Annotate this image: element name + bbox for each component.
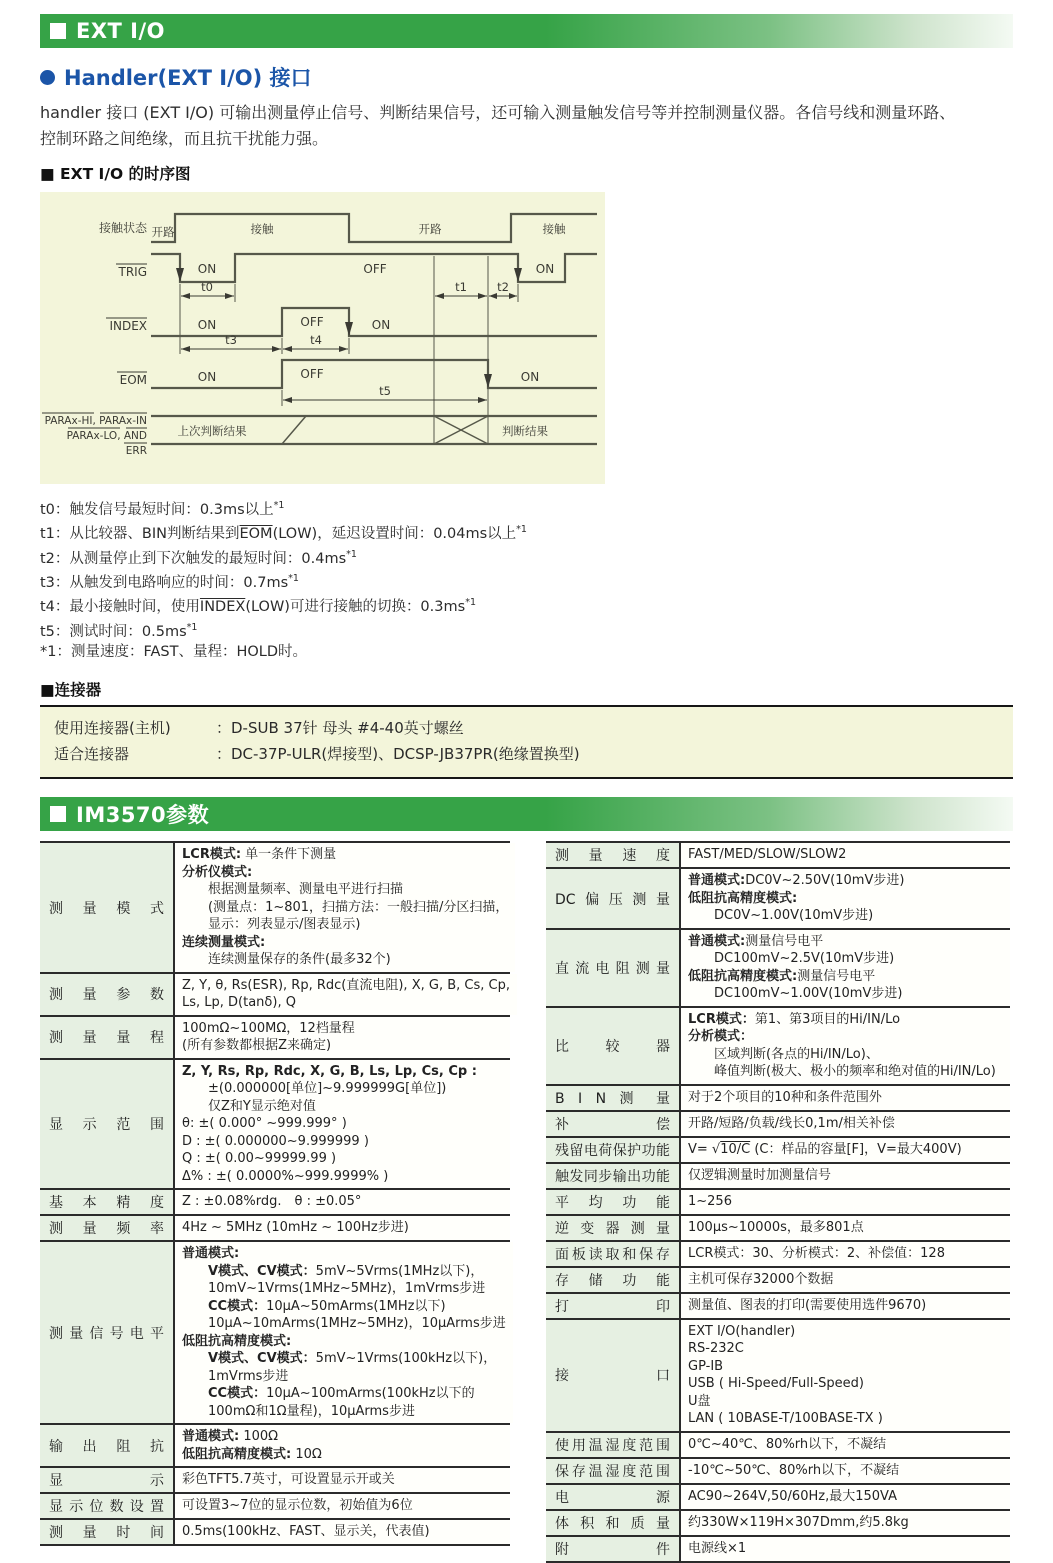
spec-label: DC偏压测量 — [555, 891, 670, 908]
contact-state-touch-2: 接触 — [542, 222, 566, 236]
bold-prefix: 低阻抗高精度模式: — [688, 890, 798, 906]
table-row — [546, 867, 1010, 928]
bold-prefix: 低阻抗高精度模式: — [182, 1446, 292, 1462]
timing-diagram-svg — [40, 192, 605, 484]
table-row — [546, 1188, 1010, 1214]
spec-value-line: 低阻抗高精度模式:测量信号电平 — [688, 968, 876, 984]
spec-value-line: LAN ( 10BASE-T/100BASE-TX ) — [688, 1411, 883, 1427]
eom-on-1: ON — [197, 370, 217, 384]
bold-prefix: LCR模式: — [182, 847, 242, 863]
spec-label-cell — [40, 1060, 173, 1189]
spec-value-line: D : ±( 0.000000~9.999999 ) — [182, 1133, 369, 1149]
spec-value-line: 约330W×119H×307Dmm,约5.8kg — [688, 1514, 909, 1530]
bold-prefix: CC模式： — [208, 1298, 267, 1314]
bold-prefix: 普通模式: — [182, 1246, 240, 1262]
spec-value-line: 连续测量保存的条件(最多32个) — [208, 952, 391, 968]
timing-notes — [40, 496, 1013, 662]
spec-label-cell — [546, 1537, 679, 1561]
index-on-1: ON — [197, 318, 217, 332]
bus-result: 判断结果 — [502, 424, 548, 438]
parax-lo-and-label: PARAx-LO, AND — [66, 430, 147, 442]
spec-value-cell — [173, 1242, 513, 1423]
spec-value-line: AC90~264V,50/60Hz,最大150VA — [688, 1488, 897, 1504]
spec-label-cell — [546, 1485, 679, 1509]
spec-value-line: 0.5ms(100kHz、FAST、显示关，代表值) — [182, 1524, 430, 1540]
spec-value-cell — [679, 1242, 1010, 1266]
spec-label: 显示范围 — [49, 1117, 164, 1134]
spec-label: 体积和质量 — [555, 1515, 670, 1532]
spec-value-cell — [173, 843, 515, 972]
t4-label: t4 — [310, 333, 322, 347]
contact-state-open-2: 开路 — [418, 222, 442, 236]
spec-value-cell — [679, 1216, 1010, 1240]
spec-value-line: 1mVrms步进 — [208, 1368, 289, 1384]
spec-value-cell — [679, 1511, 1010, 1535]
spec-value-cell — [679, 1164, 1010, 1188]
intro-paragraph — [40, 100, 1013, 152]
spec-value-cell — [173, 1494, 510, 1518]
note-line: t4：最小接触时间，使用INDEX(LOW)可进行接触的切换：$0.3ms^{*1}$ — [40, 597, 476, 616]
spec-value-line: 100mΩ~100MΩ，12档量程 — [182, 1020, 355, 1036]
section-header-im3570 — [40, 797, 1013, 831]
spec-label: 逆变器测量 — [555, 1220, 670, 1237]
spec-value-line: V模式、CV模式：5mV~1Vrms(100kHz以下)， — [208, 1351, 497, 1367]
t0-label: t0 — [201, 280, 213, 294]
spec-value-line: 仅Z和Y显示绝对值 — [208, 1098, 316, 1114]
spec-value-line: 显示：列表显示/图表显示) — [208, 917, 361, 933]
connector-label: 适合连接器 — [54, 745, 130, 764]
spec-value-line: Ls, Lp, D(tanδ), Q — [182, 995, 296, 1011]
bold-prefix: V模式、CV模式： — [208, 1351, 316, 1367]
spec-label: 接口 — [555, 1368, 670, 1385]
connector-label: 使用连接器(主机) — [54, 719, 171, 738]
spec-value-line: 10μA~10mArms(1MHz~5MHz)，10μArms步进 — [208, 1316, 506, 1332]
spec-label-cell — [546, 843, 679, 867]
note-line: t3：从触发到电路响应的时间：$0.7ms^{*1}$ — [40, 572, 299, 591]
table-row — [546, 1457, 1010, 1483]
table-row — [546, 1162, 1010, 1188]
spec-label: 显示位数设置 — [49, 1499, 164, 1516]
spec-value-line: -10℃~50℃、80%rh以下，不凝结 — [688, 1462, 900, 1478]
spec-label-cell — [546, 1268, 679, 1292]
table-row — [40, 1423, 510, 1466]
spec-value-line: 主机可保存32000个数据 — [688, 1271, 834, 1287]
spec-label: 测量量程 — [49, 1030, 164, 1047]
spec-label-cell — [546, 1112, 679, 1136]
spec-label-cell — [546, 1459, 679, 1483]
spec-value-line: LCR模式: 单一条件下测量 — [182, 847, 337, 863]
t2-label: t2 — [497, 280, 509, 294]
spec-value-line: 测量值、图表的打印(需要使用选件9670) — [688, 1297, 927, 1313]
spec-value-line: 普通模式: 100Ω — [182, 1429, 279, 1445]
spec-label: 平均功能 — [555, 1194, 670, 1211]
spec-value-cell — [173, 1017, 510, 1058]
spec-value-line: 根据测量频率、测量电平进行扫描 — [208, 882, 404, 898]
bold-prefix: V模式、CV模式： — [208, 1263, 316, 1279]
spec-value-cell — [173, 1468, 510, 1492]
spec-label-cell — [546, 1433, 679, 1457]
spec-value-line: 1~256 — [688, 1193, 732, 1209]
spec-value-line: LCR模式：第1、第3项目的Hi/IN/Lo — [688, 1011, 901, 1027]
note-line: *1：测量速度：FAST、量程：HOLD时。 — [40, 643, 308, 660]
spec-value-line: (测量点：1~801，扫描方法：一般扫描/分区扫描， — [208, 899, 509, 915]
footnote-marker: *1 — [465, 597, 476, 609]
table-row — [40, 1015, 510, 1058]
spec-label: 附件 — [555, 1541, 670, 1558]
spec-value-cell — [173, 1216, 510, 1240]
spec-value-line: 开路/短路/负载/线长0,1m/相关补偿 — [688, 1115, 895, 1131]
spec-value-line: V模式、CV模式：5mV~5Vrms(1MHz以下)， — [208, 1263, 484, 1279]
spec-value-line: 普通模式:测量信号电平 — [688, 933, 824, 949]
trig-label: TRIG — [118, 265, 147, 279]
overline-text: 10/C — [720, 1141, 751, 1157]
spec-value-line: CC模式：10μA~100mArms(100kHz以下的 — [208, 1386, 475, 1402]
section-title: IM3570参数 — [76, 803, 210, 828]
table-row — [546, 1136, 1010, 1162]
spec-label-cell — [546, 1190, 679, 1214]
spec-value-line: 低阻抗高精度模式: 10Ω — [182, 1446, 322, 1462]
overline-text: $\overline{EOM}$ — [239, 526, 273, 543]
err-label: ERR — [125, 445, 147, 457]
connector-table — [40, 705, 1013, 779]
spec-label-cell — [546, 869, 679, 928]
spec-label: 使用温湿度范围 — [555, 1437, 670, 1454]
table-row — [40, 972, 510, 1015]
spec-label: 面板读取和保存 — [555, 1246, 670, 1263]
spec-label-cell — [546, 1216, 679, 1240]
bold-prefix: 普通模式: — [688, 933, 746, 949]
table-row — [40, 1214, 510, 1240]
spec-label: 测量模式 — [49, 900, 164, 917]
spec-label-cell — [546, 930, 679, 1006]
spec-value-line: 电源线×1 — [688, 1540, 747, 1556]
contact-state-touch-1: 接触 — [250, 222, 274, 236]
spec-value-cell — [679, 1485, 1010, 1509]
spec-value-line: DC100mV~2.5V(10mV步进) — [714, 951, 895, 967]
spec-value-line: GP-IB — [688, 1358, 724, 1374]
bold-prefix: 分析仪模式: — [182, 864, 253, 880]
spec-value-cell — [173, 1425, 510, 1466]
overline-text: INDEX — [199, 599, 246, 616]
table-row — [546, 1084, 1010, 1110]
spec-label-cell — [40, 1242, 173, 1423]
spec-value-line: CC模式：10μA~50mArms(1MHz以下) — [208, 1298, 446, 1314]
bold-prefix: Z, Y, Rs, Rp, Rdc, X, G, B, Ls, Lp, Cs, Cp : — [182, 1063, 477, 1079]
spec-value-line: Z, Y, θ, Rs(ESR), Rp, Rdc(直流电阻), X, G, B, Cs, Cp, — [182, 977, 510, 993]
contact-state-open-1: 开路 — [151, 225, 175, 239]
spec-value-line — [688, 1028, 1003, 1046]
spec-label: 测量速度 — [555, 848, 670, 865]
spec-value-cell — [173, 974, 517, 1015]
table-row — [40, 841, 510, 972]
spec-value-line — [182, 1245, 506, 1263]
spec-value-line — [688, 890, 1003, 908]
spec-label: 基本精度 — [49, 1195, 164, 1212]
table-row — [546, 841, 1010, 867]
bold-prefix: 普通模式: — [688, 873, 746, 889]
bold-prefix: CC模式： — [208, 1386, 267, 1402]
table-row — [546, 1214, 1010, 1240]
spec-label-cell — [546, 1086, 679, 1110]
note-line: t2：从测量停止到下次触发的最短时间：$0.4ms^{*1}$ — [40, 548, 357, 567]
spec-value-line: 普通模式:DC0V~2.50V(10mV步进) — [688, 873, 905, 889]
footnote-marker: *1 — [273, 500, 285, 511]
note-line: t0：触发信号最短时间：0.3ms以上$^{*1}$ — [40, 500, 285, 518]
spec-value-line — [182, 934, 508, 952]
section-square-icon — [50, 23, 66, 39]
bold-prefix: 低阻抗高精度模式: — [182, 1333, 292, 1349]
footnote-marker: *1 — [186, 621, 198, 633]
spec-label-cell — [546, 1511, 679, 1535]
spec-value-line: ±(0.000000[单位]~9.999999G[单位]) — [208, 1081, 447, 1097]
table-row — [546, 1006, 1010, 1084]
footnote-marker: *1 — [516, 524, 527, 536]
spec-value-cell — [679, 1320, 1010, 1431]
spec-label: 存储功能 — [555, 1272, 670, 1289]
section-square-icon — [50, 806, 66, 822]
spec-label-cell — [40, 1520, 173, 1544]
spec-value-cell — [679, 1268, 1010, 1292]
spec-value-line: EXT I/O(handler) — [688, 1323, 796, 1339]
table-row — [546, 1535, 1010, 1561]
spec-value-line: Δ% : ±( 0.0000%~999.9999% ) — [182, 1168, 389, 1184]
intro-line: handler 接口 (EXT I/O) 可输出测量停止信号、判断结果信号，还可输入测量触发信号等并控制测量仪器。各信号线和测量环路、 — [40, 103, 956, 122]
t5-label: t5 — [379, 384, 391, 398]
table-row — [546, 1110, 1010, 1136]
spec-value-cell — [679, 1112, 1010, 1136]
spec-value-line — [182, 864, 508, 882]
spec-value-cell — [173, 1520, 510, 1544]
spec-value-line: DC100mV~1.00V(10mV步进) — [714, 986, 903, 1002]
spec-label: 显示 — [49, 1473, 164, 1490]
trig-on-2: ON — [535, 262, 555, 276]
connector-heading: ■连接器 — [40, 681, 102, 700]
spec-label: 残留电荷保护功能 — [555, 1142, 670, 1159]
note-line: t5：测试时间：$0.5ms^{*1}$ — [40, 621, 198, 640]
intro-line: 控制环路之间绝缘，而且抗干扰能力强。 — [40, 129, 329, 148]
trig-off: OFF — [363, 262, 387, 276]
spec-value-line: 0℃~40℃、80%rh以下，不凝结 — [688, 1436, 887, 1452]
table-row — [546, 1318, 1010, 1431]
spec-value-cell — [679, 843, 1010, 867]
spec-value-line: θ: ±( 0.000° ~999.999° ) — [182, 1116, 347, 1132]
spec-value-cell — [679, 1537, 1010, 1561]
spec-label: B I N 测 量 — [555, 1090, 670, 1107]
spec-label: 比较器 — [555, 1038, 670, 1055]
spec-label: 保存温湿度范围 — [555, 1463, 670, 1480]
spec-value-cell — [679, 1008, 1010, 1084]
spec-table-right — [546, 841, 1010, 1563]
table-row — [546, 1240, 1010, 1266]
bold-prefix: 低阻抗高精度模式: — [688, 968, 798, 984]
spec-value-line: 100mΩ和1Ω量程)，10μArms步进 — [208, 1403, 415, 1419]
spec-value-cell — [173, 1190, 510, 1214]
spec-label-cell — [40, 1425, 173, 1466]
connector-row — [54, 715, 1013, 741]
spec-value-line: 彩色TFT5.7英寸，可设置显示开或关 — [182, 1472, 395, 1488]
spec-value-line: 对于2个项目的10种和条件范围外 — [688, 1089, 882, 1105]
bold-prefix: 连续测量模式: — [182, 934, 266, 950]
note-line: t1：从比较器、BIN判断结果到$\overline{EOM}(LOW)$，延迟设置时间：0.04ms以上$^{*1}$ — [40, 524, 527, 543]
section-title: EXT I/O — [76, 19, 166, 43]
table-row — [546, 1483, 1010, 1509]
spec-value-line: U盘 — [688, 1393, 711, 1409]
spec-value-line: 10mV~1Vrms(1MHz~5MHz)，1mVrms步进 — [208, 1281, 486, 1297]
handler-bullet-icon — [40, 70, 55, 85]
table-row — [546, 1431, 1010, 1457]
spec-label: 输出阻抗 — [49, 1438, 164, 1455]
spec-label: 测量时间 — [49, 1525, 164, 1542]
index-on-2: ON — [371, 318, 391, 332]
spec-value-line: FAST/MED/SLOW/SLOW2 — [688, 847, 847, 863]
spec-label-cell — [40, 1017, 173, 1058]
spec-value-cell — [173, 1060, 510, 1189]
table-row — [546, 1266, 1010, 1292]
spec-value-line: Z : ±0.08%rdg. θ : ±0.05° — [182, 1194, 362, 1210]
connector-row — [54, 741, 1013, 767]
spec-value-cell — [679, 1086, 1010, 1110]
spec-value-line: 4Hz ~ 5MHz (10mHz ~ 100Hz步进) — [182, 1220, 409, 1236]
handler-heading — [40, 62, 1013, 92]
spec-value-line: 区域判断(各点的Hi/IN/Lo)、 — [714, 1046, 879, 1062]
spec-label-cell — [546, 1242, 679, 1266]
spec-value-line: 100μs~10000s，最多801点 — [688, 1219, 864, 1235]
spec-value-cell — [679, 869, 1010, 928]
spec-tables — [40, 841, 1013, 1563]
spec-label-cell — [546, 1164, 679, 1188]
spec-label-cell — [546, 1008, 679, 1084]
table-row — [546, 1509, 1010, 1535]
spec-value-line — [182, 1063, 503, 1081]
spec-value-cell — [679, 1433, 1010, 1457]
section-header-ext-io — [40, 14, 1013, 48]
bold-prefix: 普通模式: — [182, 1429, 240, 1445]
handler-heading-text: Handler(EXT I/O) 接口 — [64, 66, 312, 90]
spec-label-cell — [546, 1138, 679, 1162]
spec-value-line — [182, 1333, 506, 1351]
spec-value-line: DC0V~1.00V(10mV步进) — [714, 908, 874, 924]
spec-value-cell — [679, 1294, 1010, 1318]
index-off: OFF — [300, 315, 324, 329]
spec-label-cell — [40, 1494, 173, 1518]
bold-prefix: LCR模式： — [688, 1011, 755, 1027]
spec-value-line: Q : ±( 0.00~99999.99 ) — [182, 1151, 337, 1167]
spec-value-cell — [679, 1190, 1010, 1214]
eom-off: OFF — [300, 367, 324, 381]
index-label: INDEX — [109, 319, 147, 333]
table-row — [40, 1466, 510, 1492]
bold-prefix: 分析模式： — [688, 1029, 754, 1045]
spec-value-line: (所有参数都根据Z来确定) — [182, 1038, 332, 1054]
table-row — [546, 1292, 1010, 1318]
parax-hi-in-label: PARAx-HI, PARAx-IN — [44, 415, 147, 427]
eom-on-2: ON — [520, 370, 540, 384]
spec-label: 测量参数 — [49, 987, 164, 1004]
footnote-marker: *1 — [346, 548, 357, 560]
spec-label-cell — [40, 1216, 173, 1240]
spec-value-line: 仅逻辑测量时加测量信号 — [688, 1167, 832, 1183]
spec-value-line: 峰值判断(极大、极小的频率和绝对值的Hi/IN/Lo) — [714, 1064, 996, 1080]
spec-value-cell — [679, 930, 1010, 1006]
spec-table-left — [40, 841, 510, 1546]
table-row — [40, 1240, 510, 1423]
spec-label-cell — [40, 974, 173, 1015]
spec-value-line: V= √10/C (C：样品的容量[F]，V=最大400V) — [688, 1141, 962, 1157]
table-row — [40, 1518, 510, 1544]
timing-diagram-heading: ■ EXT I/O 的时序图 — [40, 165, 191, 183]
t3-label: t3 — [225, 333, 237, 347]
spec-label-cell — [40, 1190, 173, 1214]
footnote-marker: *1 — [288, 572, 299, 584]
spec-label: 直流电阻测量 — [555, 960, 670, 977]
table-row — [40, 1492, 510, 1518]
connector-value: ：D-SUB 37针 母头 #4-40英寸螺丝 — [216, 719, 464, 738]
spec-value-line: RS-232C — [688, 1341, 744, 1357]
spec-label: 打印 — [555, 1298, 670, 1315]
spec-label-cell — [40, 1468, 173, 1492]
spec-value-line: LCR模式：30、分析模式：2、补偿值：128 — [688, 1245, 945, 1261]
t1-label: t1 — [455, 280, 467, 294]
trig-on-1: ON — [197, 262, 217, 276]
timing-diagram — [40, 192, 605, 484]
spec-label: 测量频率 — [49, 1221, 164, 1238]
spec-label: 补偿 — [555, 1116, 670, 1133]
spec-value-cell — [679, 1459, 1010, 1483]
spec-label: 触发同步输出功能 — [555, 1168, 670, 1185]
table-row — [546, 928, 1010, 1006]
table-row — [40, 1058, 510, 1189]
spec-value-line: USB ( Hi-Speed/Full-Speed) — [688, 1376, 864, 1392]
eom-label: EOM — [119, 373, 147, 387]
spec-value-line: 可设置3~7位的显示位数，初始值为6位 — [182, 1498, 413, 1514]
spec-label: 电源 — [555, 1489, 670, 1506]
spec-label-cell — [546, 1294, 679, 1318]
table-row — [40, 1188, 510, 1214]
spec-value-cell — [679, 1138, 1010, 1162]
spec-label-cell — [546, 1320, 679, 1431]
spec-label-cell — [40, 843, 173, 972]
bus-previous-result: 上次判断结果 — [177, 424, 247, 438]
contact-state-label: 接触状态 — [98, 221, 147, 235]
connector-value: ：DC-37P-ULR(焊接型)、DCSP-JB37PR(绝缘置换型) — [216, 745, 580, 764]
spec-label: 测量信号电平 — [49, 1325, 164, 1342]
